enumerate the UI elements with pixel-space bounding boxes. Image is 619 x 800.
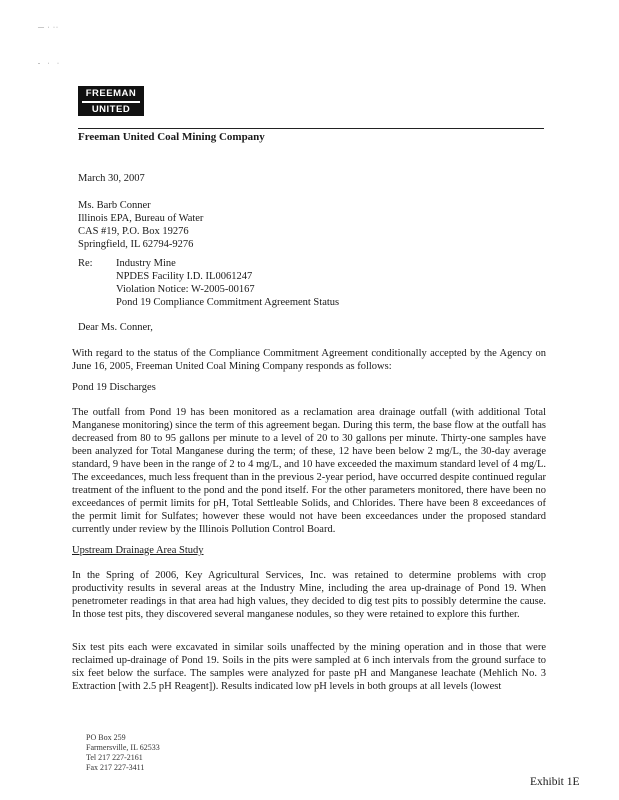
logo-line1: FREEMAN (85, 88, 137, 99)
contact-line: PO Box 259 (86, 733, 126, 742)
contact-line: Fax 217 227-3411 (86, 763, 145, 772)
letterhead-rule (78, 128, 544, 129)
re-label: Re: (78, 258, 93, 269)
re-line: NPDES Facility I.D. IL0061247 (116, 271, 253, 282)
scan-specks-top: — · ·· (38, 25, 59, 31)
logo-line2: UNITED (91, 104, 131, 115)
section-heading-pond: Pond 19 Discharges (72, 382, 156, 393)
test-pits-paragraph: Six test pits each were excavated in similar soils unaffected by the mining operation and in those that were reclaimed up-drainage of Pond 19. Soils in the pits were sampled at 6 inch intervals from the ground surface to six feet below the surface. The samples were analyzed for paste pH and Manganese leachate (Mehlich No. 3 Extraction [with 2.5 pH Reagent]). Results indicated low pH levels in both groups at all levels (lowest (72, 642, 546, 692)
contact-line: Farmersville, IL 62533 (86, 743, 160, 752)
re-line: Industry Mine (116, 258, 176, 269)
section-heading-upstream: Upstream Drainage Area Study (72, 545, 204, 556)
recipient-line: Ms. Barb Conner (78, 200, 151, 211)
upstream-paragraph: In the Spring of 2006, Key Agricultural Services, Inc. was retained to determine problems with crop productivity results in several areas at the Industry Mine, including the area up-drainage of Pond 19. When penetrometer readings in that area had high values, they decided to dig test pits to possibly determine the cause. In those test pits, they discovered several manganese nodules, so they were retained to explore this further. (72, 570, 546, 620)
re-line: Violation Notice: W-2005-00167 (116, 284, 255, 295)
recipient-address (78, 199, 203, 251)
recipient-line: CAS #19, P.O. Box 19276 (78, 226, 189, 237)
company-logo (78, 86, 144, 116)
exhibit-label: Exhibit 1E (530, 776, 580, 788)
salutation: Dear Ms. Conner, (78, 322, 153, 333)
intro-paragraph: With regard to the status of the Compliance Commitment Agreement conditionally accepted by the Agency on June 16, 2005, Freeman United Coal Mining Company responds as follows: (72, 348, 546, 372)
company-contact (86, 733, 160, 773)
company-name: Freeman United Coal Mining Company (78, 131, 265, 143)
contact-line: Tel 217 227-2161 (86, 753, 143, 762)
re-block (116, 257, 339, 309)
re-line: Pond 19 Compliance Commitment Agreement Status (116, 297, 340, 308)
letter-date: March 30, 2007 (78, 173, 145, 184)
recipient-line: Springfield, IL 62794-9276 (78, 239, 194, 250)
pond-paragraph: The outfall from Pond 19 has been monitored as a reclamation area drainage outfall (with additional Total Manganese monitoring) since the term of this agreement began. During this term, the base flow at the outfall has decreased from 80 to 95 gallons per minute to a level of 20 to 30 gallons per minute. Thirty-one samples have been analyzed for Total Manganese during the term; of these, 12 have been below 2 mg/L, the 30-day average standard, 9 have been in the range of 2 to 4 mg/L, and 10 have exceeded the maximum standard level of 4 mg/L. The exceedances, much less frequent than in the previous 2-year period, have occurred despite continued regular treatment of the influent to the pond and the pond itself. For the other parameters monitored, there have been no exceedances of permit limits for pH, Total Settleable Solids, and Chlorides. There have been 8 exceedances of the permit limit for Sulfates; however these would not have been exceedances under the proposed standard currently under review by the Illinois Pollution Control Board. (72, 407, 546, 535)
scan-specks-side: - · · (38, 61, 62, 67)
recipient-line: Illinois EPA, Bureau of Water (78, 213, 204, 224)
